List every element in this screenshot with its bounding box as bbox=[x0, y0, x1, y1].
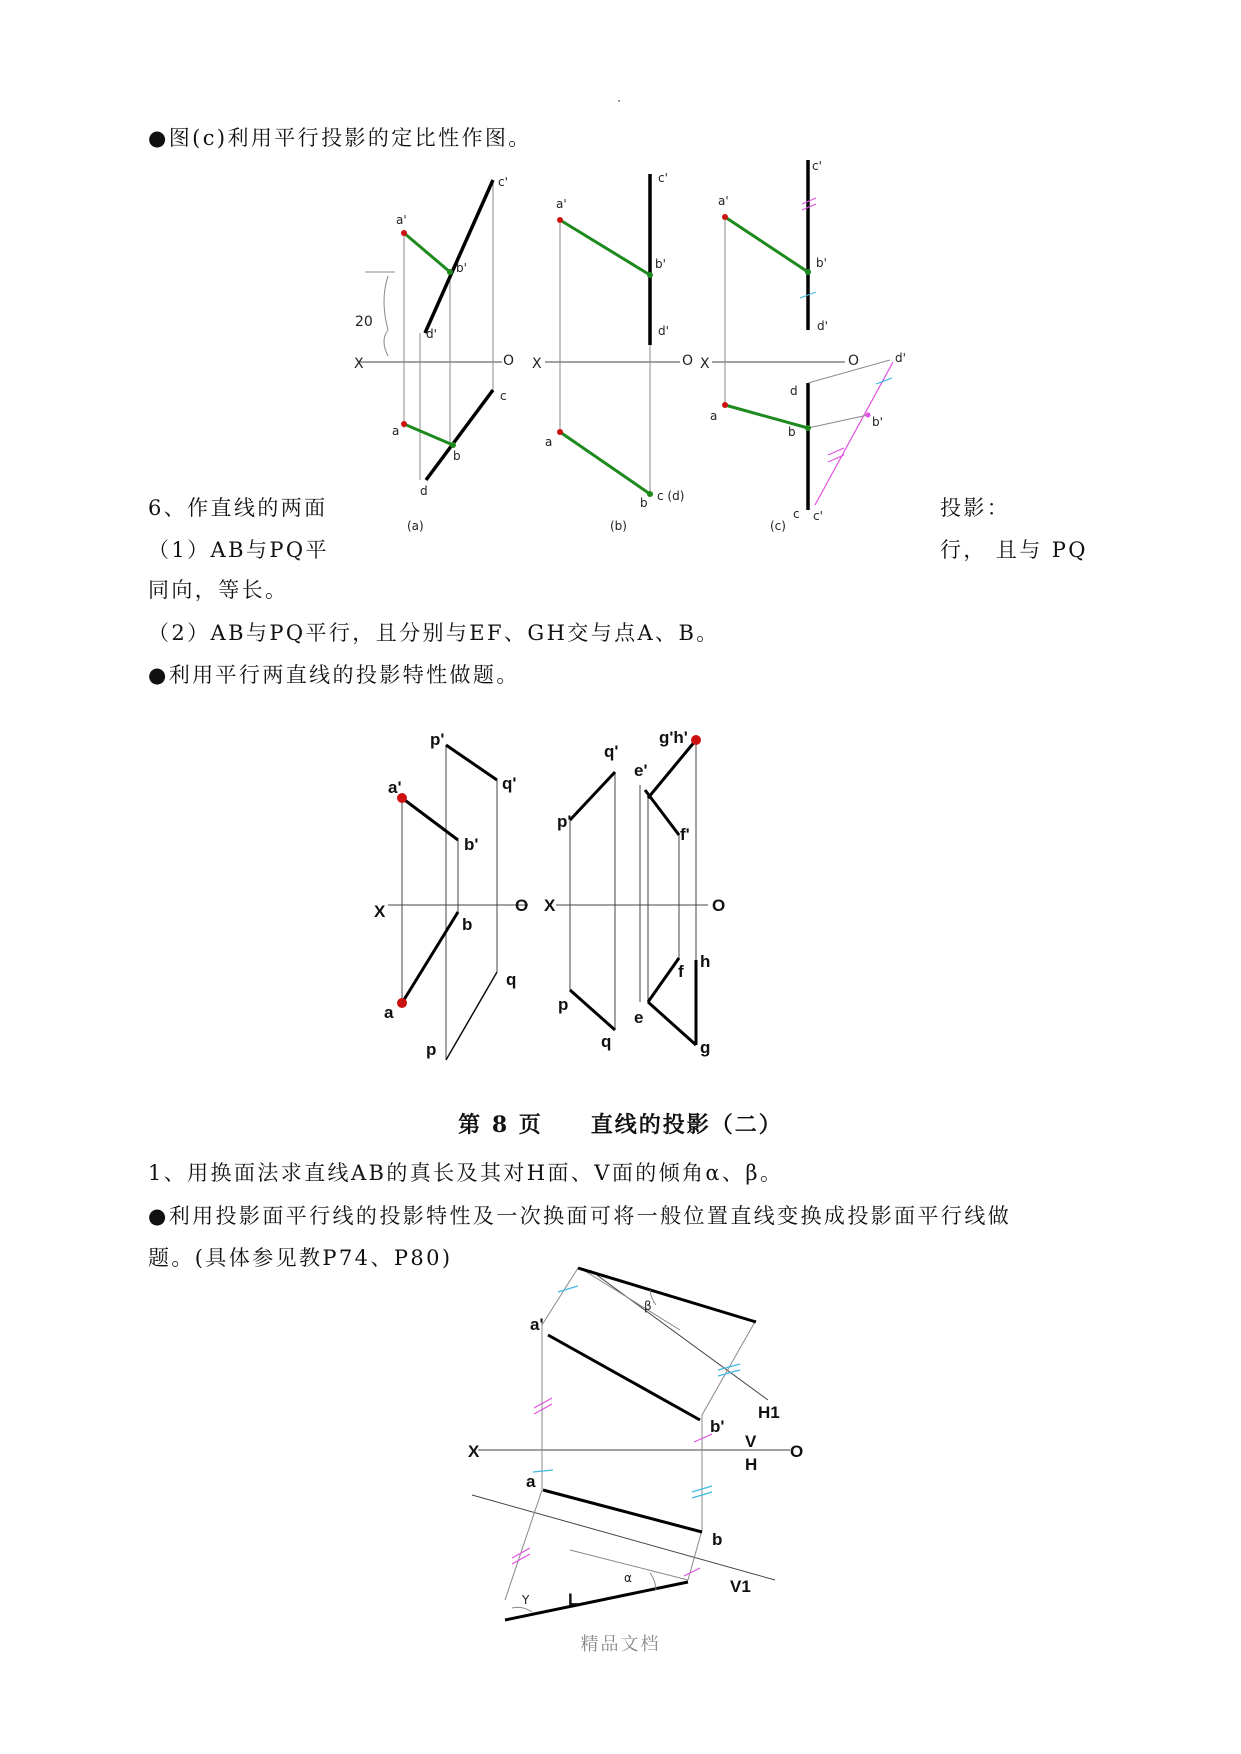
label-b: b bbox=[462, 915, 473, 934]
label-a-prime: a' bbox=[388, 778, 402, 797]
label-h1: H1 bbox=[758, 1403, 780, 1422]
text-line-6a: 6、作直线的两面 bbox=[148, 496, 328, 520]
label-x: X bbox=[468, 1442, 480, 1461]
tick-c4 bbox=[533, 1470, 553, 1472]
line-ab-top bbox=[543, 1490, 702, 1532]
label-d-prime: d' bbox=[426, 327, 437, 341]
footer-watermark: 精品文档 bbox=[580, 1634, 661, 1655]
label-b-b: b bbox=[640, 496, 648, 510]
label-e: e bbox=[634, 1008, 644, 1027]
label-v: V bbox=[745, 1432, 757, 1451]
text-line-7b: 行， 且与 PQ bbox=[940, 538, 1088, 562]
label-beta: β bbox=[644, 1299, 652, 1313]
label-h: H bbox=[745, 1455, 758, 1474]
tick-p4 bbox=[512, 1548, 530, 1558]
tick-c2 bbox=[718, 1364, 740, 1370]
caption-b: (b) bbox=[610, 519, 627, 533]
label-o-c: O bbox=[848, 353, 860, 369]
label-b-c: b bbox=[788, 425, 796, 439]
label-d-c: d bbox=[790, 384, 798, 398]
label-c-d-b: c (d) bbox=[657, 489, 685, 503]
label-d-prime-c2: d' bbox=[895, 351, 906, 365]
axis-x1-bottom bbox=[472, 1495, 775, 1580]
label-v1: V1 bbox=[730, 1577, 751, 1596]
label-q-prime-2: q' bbox=[604, 742, 619, 761]
label-b-prime-c: b' bbox=[816, 256, 827, 270]
axis-x1-top bbox=[590, 1270, 768, 1400]
text-line-9: （2）AB与PQ平行，且分别与EF、GH交与点A、B。 bbox=[148, 621, 720, 645]
label-b-prime: b' bbox=[456, 261, 467, 275]
text-line-12: ●利用投影面平行线的投影特性及一次换面可将一般位置直线变换成投影面平行线做 bbox=[148, 1204, 1012, 1228]
label-e-prime: e' bbox=[634, 761, 648, 780]
tick-c1 bbox=[558, 1286, 578, 1292]
label-h: h bbox=[700, 952, 711, 971]
caption-a: (a) bbox=[407, 519, 424, 533]
label-dim-20: 20 bbox=[355, 314, 373, 330]
label-c-c: c bbox=[793, 507, 800, 521]
label-o-right: O bbox=[712, 896, 726, 915]
label-a-prime-c: a' bbox=[718, 194, 729, 208]
label-c-prime-c2: c' bbox=[813, 509, 823, 523]
label-a-c: a bbox=[710, 409, 718, 423]
label-gh-prime: g'h' bbox=[659, 728, 688, 747]
label-b: b bbox=[453, 449, 461, 463]
label-p-prime-2: p' bbox=[557, 812, 572, 831]
line-ab-front bbox=[548, 1335, 700, 1420]
label-c-prime: c' bbox=[498, 175, 508, 189]
label-b-prime-b: b' bbox=[655, 257, 666, 271]
label-b-prime-c2: b' bbox=[872, 415, 883, 429]
label-p: p bbox=[426, 1040, 437, 1059]
text-line-7a: （1）AB与PQ平 bbox=[148, 538, 329, 562]
tick-p1 bbox=[534, 1398, 552, 1408]
label-d: d bbox=[420, 484, 428, 498]
label-f: f bbox=[678, 962, 684, 981]
label-q-2: q bbox=[601, 1032, 612, 1051]
label-c-prime-b: c' bbox=[658, 171, 668, 185]
label-c-prime-c: c' bbox=[812, 159, 822, 173]
label-p-prime: p' bbox=[430, 730, 445, 749]
label-x-a: X bbox=[354, 356, 364, 372]
label-alpha: α bbox=[624, 1571, 632, 1585]
text-line-1: ●图(c)利用平行投影的定比性作图。 bbox=[148, 126, 532, 150]
label-x-right: X bbox=[544, 896, 556, 915]
text-line-8: 同向，等长。 bbox=[148, 578, 289, 602]
label-g: g bbox=[700, 1038, 711, 1057]
label-a-prime: a' bbox=[530, 1315, 544, 1334]
label-a-b: a bbox=[545, 435, 553, 449]
label-f-prime: f' bbox=[680, 825, 690, 844]
label-o-a: O bbox=[503, 353, 515, 369]
text-line-6b: 投影： bbox=[940, 496, 1011, 520]
label-c: c bbox=[500, 389, 507, 403]
label-b: b bbox=[712, 1530, 723, 1549]
beta-ref-line bbox=[580, 1268, 680, 1330]
text-line-11: 1、用换面法求直线AB的真长及其对H面、V面的倾角α、β。 bbox=[148, 1161, 784, 1185]
label-a: a bbox=[384, 1003, 394, 1022]
section-heading: 第 8 页 直线的投影（二） bbox=[458, 1112, 783, 1138]
tick-p5 bbox=[512, 1554, 530, 1564]
text-line-10: ●利用平行两直线的投影特性做题。 bbox=[148, 663, 520, 687]
tick-p2 bbox=[534, 1404, 552, 1414]
label-p-2: p bbox=[558, 995, 569, 1014]
label-x-b: X bbox=[532, 356, 542, 372]
text-line-13: 题。(具体参见教P74、P80) bbox=[148, 1246, 453, 1270]
label-l: L bbox=[568, 1590, 579, 1609]
label-a: a bbox=[392, 424, 400, 438]
label-x-c: X bbox=[700, 356, 710, 372]
label-o-left: O bbox=[515, 896, 529, 915]
label-a-prime-b: a' bbox=[556, 197, 567, 211]
label-q: q bbox=[506, 970, 517, 989]
label-gamma: Y bbox=[522, 1593, 530, 1607]
label-o: O bbox=[790, 1442, 804, 1461]
line-true-length-v1 bbox=[578, 1268, 756, 1322]
label-b-prime: b' bbox=[710, 1417, 725, 1436]
line-true-length-h1 bbox=[505, 1582, 688, 1620]
label-a-prime: a' bbox=[396, 213, 407, 227]
caption-c: (c) bbox=[770, 519, 786, 533]
label-q-prime: q' bbox=[502, 774, 517, 793]
label-b-prime: b' bbox=[464, 835, 479, 854]
tick-p6 bbox=[684, 1568, 700, 1576]
gamma-arc bbox=[512, 1607, 532, 1612]
label-o-b: O bbox=[682, 353, 694, 369]
label-d-prime-b: d' bbox=[658, 324, 669, 338]
label-x-left: X bbox=[374, 902, 386, 921]
label-a: a bbox=[526, 1472, 536, 1491]
label-d-prime-c: d' bbox=[817, 319, 828, 333]
